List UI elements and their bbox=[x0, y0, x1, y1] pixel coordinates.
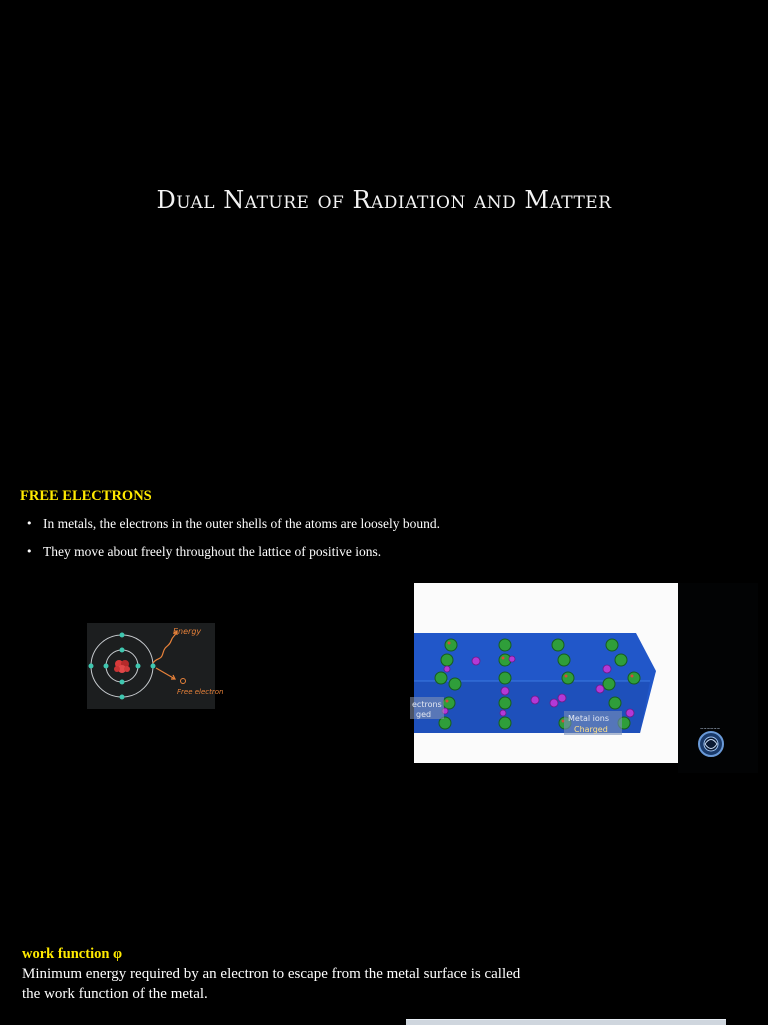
free-electron-annotation: Free electron bbox=[177, 688, 224, 696]
lattice-label-charged-right: Charged bbox=[574, 725, 608, 734]
lattice-label-electrons: ectrons bbox=[412, 700, 442, 709]
logo-seal-icon bbox=[678, 583, 758, 773]
list-item bbox=[26, 542, 440, 570]
lattice-side-panel bbox=[678, 583, 758, 773]
lattice-label-metal-ions: Metal ions bbox=[568, 714, 609, 723]
bullet-icon: • bbox=[26, 545, 33, 558]
atom-diagram-svg bbox=[87, 623, 224, 709]
bullet-text: In metals, the electrons in the outer shells of the atoms are loosely bound. bbox=[43, 516, 441, 531]
bullet-icon: • bbox=[26, 517, 33, 530]
work-function-heading: work function φ bbox=[22, 946, 123, 962]
metal-lattice-svg bbox=[414, 583, 678, 763]
slide-title: Dual Nature of Radiation and Matter bbox=[156, 186, 612, 214]
energy-annotation: Energy bbox=[173, 627, 202, 636]
free-electrons-heading: FREE ELECTRONS bbox=[20, 488, 152, 504]
svg-text:~~~~~~: ~~~~~~ bbox=[700, 726, 721, 731]
atom-diagram-image bbox=[87, 623, 224, 709]
work-function-definition: Minimum energy required by an electron to escape from the metal surface is called the work function of the metal. bbox=[22, 966, 521, 1002]
lattice-label-charged-left: ged bbox=[416, 710, 432, 719]
free-electrons-list bbox=[26, 514, 440, 570]
bullet-text: They move about freely throughout the lattice of positive ions. bbox=[43, 544, 382, 559]
list-item bbox=[26, 514, 440, 542]
metal-lattice-image bbox=[414, 583, 678, 763]
bottom-image-edge bbox=[406, 1019, 726, 1025]
